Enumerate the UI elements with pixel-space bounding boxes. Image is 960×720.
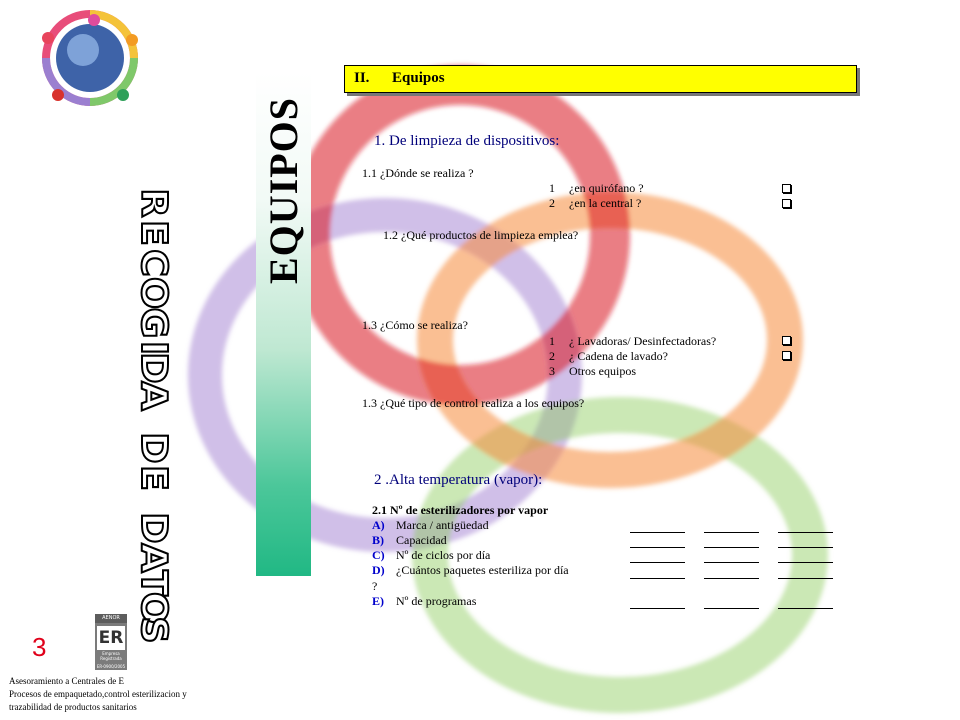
option-label: ¿ Cadena de lavado? — [569, 349, 668, 363]
option-number: 1 — [549, 181, 555, 195]
question: 1.2 ¿Qué productos de limpieza emplea? — [383, 228, 579, 242]
vertical-letter: D — [133, 352, 174, 384]
vertical-letter: G — [133, 307, 174, 339]
vertical-letter: E — [133, 465, 174, 491]
answer-line[interactable] — [778, 532, 833, 533]
subsection-title: 1. De limpieza de dispositivos: — [374, 133, 560, 149]
answer-line[interactable] — [630, 562, 685, 563]
checkbox[interactable] — [782, 351, 791, 360]
answer-line[interactable] — [630, 532, 685, 533]
answer-line[interactable] — [778, 608, 833, 609]
answer-line[interactable] — [704, 532, 759, 533]
question: 2.1 Nº de esterilizadores por vapor — [372, 503, 549, 517]
page-number: 3 — [32, 632, 47, 662]
answer-line[interactable] — [778, 547, 833, 548]
question: 1.1 ¿Dónde se realiza ? — [362, 166, 474, 180]
question: 1.3 ¿Cómo se realiza? — [362, 318, 468, 332]
checkbox[interactable] — [782, 199, 791, 208]
item-letter: E) — [372, 594, 384, 608]
answer-line[interactable] — [704, 562, 759, 563]
vertical-letter: R — [133, 188, 174, 218]
badge-top: AENOR — [95, 614, 127, 623]
item-label: Nº de ciclos por día — [396, 548, 491, 562]
checkbox[interactable] — [782, 336, 791, 345]
option-number: 3 — [549, 364, 555, 378]
subsection-title: 2 .Alta temperatura (vapor): — [374, 472, 543, 488]
checkbox[interactable] — [782, 184, 791, 193]
answer-line[interactable] — [630, 547, 685, 548]
vertical-letter: D — [133, 512, 174, 544]
answer-line[interactable] — [778, 578, 833, 579]
vertical-letter: O — [133, 591, 174, 625]
footer-line: Asesoramiento a Centrales de E — [9, 676, 124, 686]
answer-line[interactable] — [704, 608, 759, 609]
vertical-letter: O — [133, 276, 174, 310]
item-letter: A) — [372, 518, 385, 532]
item-letter: D) — [372, 563, 385, 577]
footer-line: Procesos de empaquetado,control esterilizacion y — [9, 689, 187, 699]
answer-line[interactable] — [704, 547, 759, 548]
question: 1.3 ¿Qué tipo de control realiza a los equipos? — [362, 396, 585, 410]
badge-sub: Empresa Registrada — [100, 651, 122, 661]
vertical-letter: E — [133, 220, 174, 246]
vertical-letter: A — [133, 543, 174, 573]
answer-line[interactable] — [630, 608, 685, 609]
option-number: 2 — [549, 196, 555, 210]
answer-line[interactable] — [630, 578, 685, 579]
vertical-letter: T — [133, 570, 174, 596]
option-number: 2 — [549, 349, 555, 363]
item-label: ? — [372, 579, 378, 593]
option-label: Otros equipos — [569, 364, 636, 378]
answer-line[interactable] — [704, 578, 759, 579]
option-label: ¿ Lavadoras/ Desinfectadoras? — [569, 334, 717, 348]
vertical-letter: S — [133, 616, 174, 644]
option-number: 1 — [549, 334, 555, 348]
banner-label — [236, 96, 332, 284]
item-label: Marca / antigüedad — [396, 518, 489, 532]
item-letter: C) — [372, 548, 385, 562]
item-label: Nº de programas — [396, 594, 477, 608]
item-label: ¿Cuántos paquetes esteriliza por día — [396, 563, 569, 577]
option-label: ¿en la central ? — [569, 196, 642, 210]
badge-code: ER-0900/2005 — [96, 664, 126, 669]
section-title: Equipos — [392, 70, 445, 86]
badge-mark: ER — [98, 628, 124, 648]
item-label: Capacidad — [396, 533, 447, 547]
logo-icon — [28, 0, 158, 120]
option-label: ¿en quirófano ? — [569, 181, 644, 195]
item-letter: B) — [372, 533, 384, 547]
banner-text: EQUIPOS — [261, 96, 307, 284]
vertical-letter: D — [133, 432, 174, 464]
vertical-letter: C — [133, 249, 174, 277]
vertical-letter: I — [133, 340, 174, 356]
section-number: II. — [354, 70, 370, 86]
vertical-letter: A — [133, 381, 174, 411]
footer-line: trazabilidad de productos sanitarios — [9, 702, 137, 712]
answer-line[interactable] — [778, 562, 833, 563]
